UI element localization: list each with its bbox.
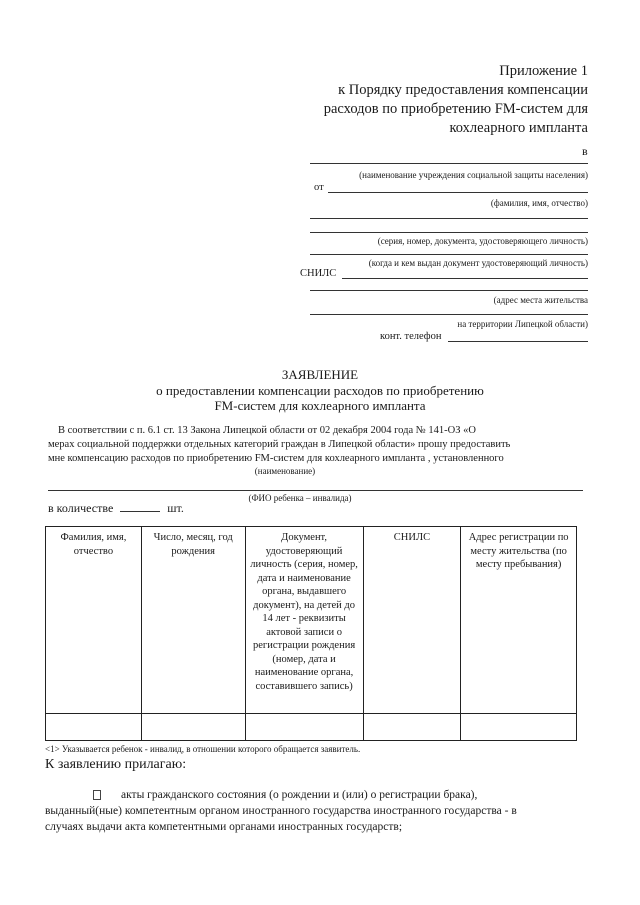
table-header-row (46, 527, 577, 714)
table-header-cell: Адрес регистрации по месту жительства (по месту пребывания) (461, 527, 577, 714)
social-org-caption: (наименование учреждения социальной защиты населения) (359, 170, 588, 180)
statement-paragraph-line: мне компенсацию расходов по приобретению FM-систем для кохлеарного импланта , установленного (48, 453, 504, 464)
quantity-prefix: в количестве (48, 501, 114, 515)
doc-caption: (серия, номер, документа, удостоверяющего личность) (377, 236, 588, 246)
footnote: <1> Указывается ребенок - инвалид, в отношении которого обращается заявитель. (45, 744, 361, 754)
issued-field[interactable] (310, 254, 588, 255)
attachment-checkbox[interactable] (93, 790, 101, 800)
name-caption: (фамилия, имя, отчество) (490, 198, 588, 208)
doc-field[interactable] (310, 232, 588, 233)
social-org-field[interactable] (310, 163, 588, 164)
attachments-heading: К заявлению прилагаю: (45, 757, 187, 772)
statement-paragraph-line: В соответствии с п. 6.1 ст. 13 Закона Липецкой области от 02 декабря 2004 года № 141-ОЗ «О (58, 425, 476, 436)
table-header-cell: Число, месяц, год рождения (141, 527, 245, 714)
territory-field[interactable] (310, 314, 588, 315)
issued-caption: (когда и кем выдан документ удостоверяющий личность) (368, 258, 588, 268)
name-field-line[interactable] (310, 218, 588, 219)
appendix-line: к Порядку предоставления компенсации (338, 82, 588, 98)
table-row (46, 714, 577, 741)
snils-field[interactable] (342, 278, 588, 279)
address-field[interactable] (310, 290, 588, 291)
phone-field[interactable] (448, 341, 588, 342)
from-field[interactable] (328, 192, 588, 193)
statement-paragraph-line: мерах социальной поддержки отдельных категорий граждан в Липецкой области» прошу предоставить (48, 439, 511, 450)
child-name-field[interactable] (48, 490, 583, 491)
attachment-text-line: акты гражданского состояния (о рождении и (или) о регистрации брака), (121, 789, 478, 801)
table-header-cell: СНИЛС (363, 527, 461, 714)
quantity-row (48, 501, 184, 516)
table-cell[interactable] (46, 714, 142, 741)
address-caption: (адрес места жительства (493, 295, 588, 305)
table-header-cell: Документ, удостоверяющий личность (серия, номер, дата и наименование органа, выдавшего документ), на детей до 14 лет - реквизиты актовой записи о регистрации рождения (номер, дата и наименование органа, составившего запись) (245, 527, 363, 714)
snils-label: СНИЛС (300, 268, 337, 279)
table-cell[interactable] (245, 714, 363, 741)
appendix-line: расходов по приобретению FM-систем для (323, 101, 588, 117)
to-label: в (582, 144, 588, 158)
appendix-heading (324, 62, 588, 138)
statement-subtitle: FM-систем для кохлеарного импланта (214, 398, 426, 413)
attachment-text-line: выданный(ные) компетентным органом иностранного государства иностранного государства - в (45, 805, 517, 817)
phone-label: конт. телефон (380, 331, 442, 342)
children-table (45, 526, 577, 741)
table-cell[interactable] (363, 714, 461, 741)
from-label: от (314, 182, 324, 193)
table-cell[interactable] (141, 714, 245, 741)
statement-title: ЗАЯВЛЕНИЕ (281, 367, 359, 382)
appendix-line: кохлеарного импланта (449, 120, 588, 136)
statement-subtitle: о предоставлении компенсации расходов по приобретению (156, 383, 484, 398)
attachment-item (45, 787, 585, 835)
table-cell[interactable] (461, 714, 577, 741)
attachment-text-line: случаях выдачи акта компетентными органами иностранных государств; (45, 821, 403, 833)
territory-caption: на территории Липецкой области) (457, 319, 588, 329)
quantity-suffix: шт. (167, 501, 184, 515)
table-header-cell: Фамилия, имя, отчество (46, 527, 142, 714)
child-caption: (ФИО ребенка – инвалида) (248, 493, 352, 503)
naming-caption: (наименование) (254, 466, 316, 476)
quantity-field[interactable] (120, 511, 160, 512)
appendix-title: Приложение 1 (499, 63, 588, 79)
